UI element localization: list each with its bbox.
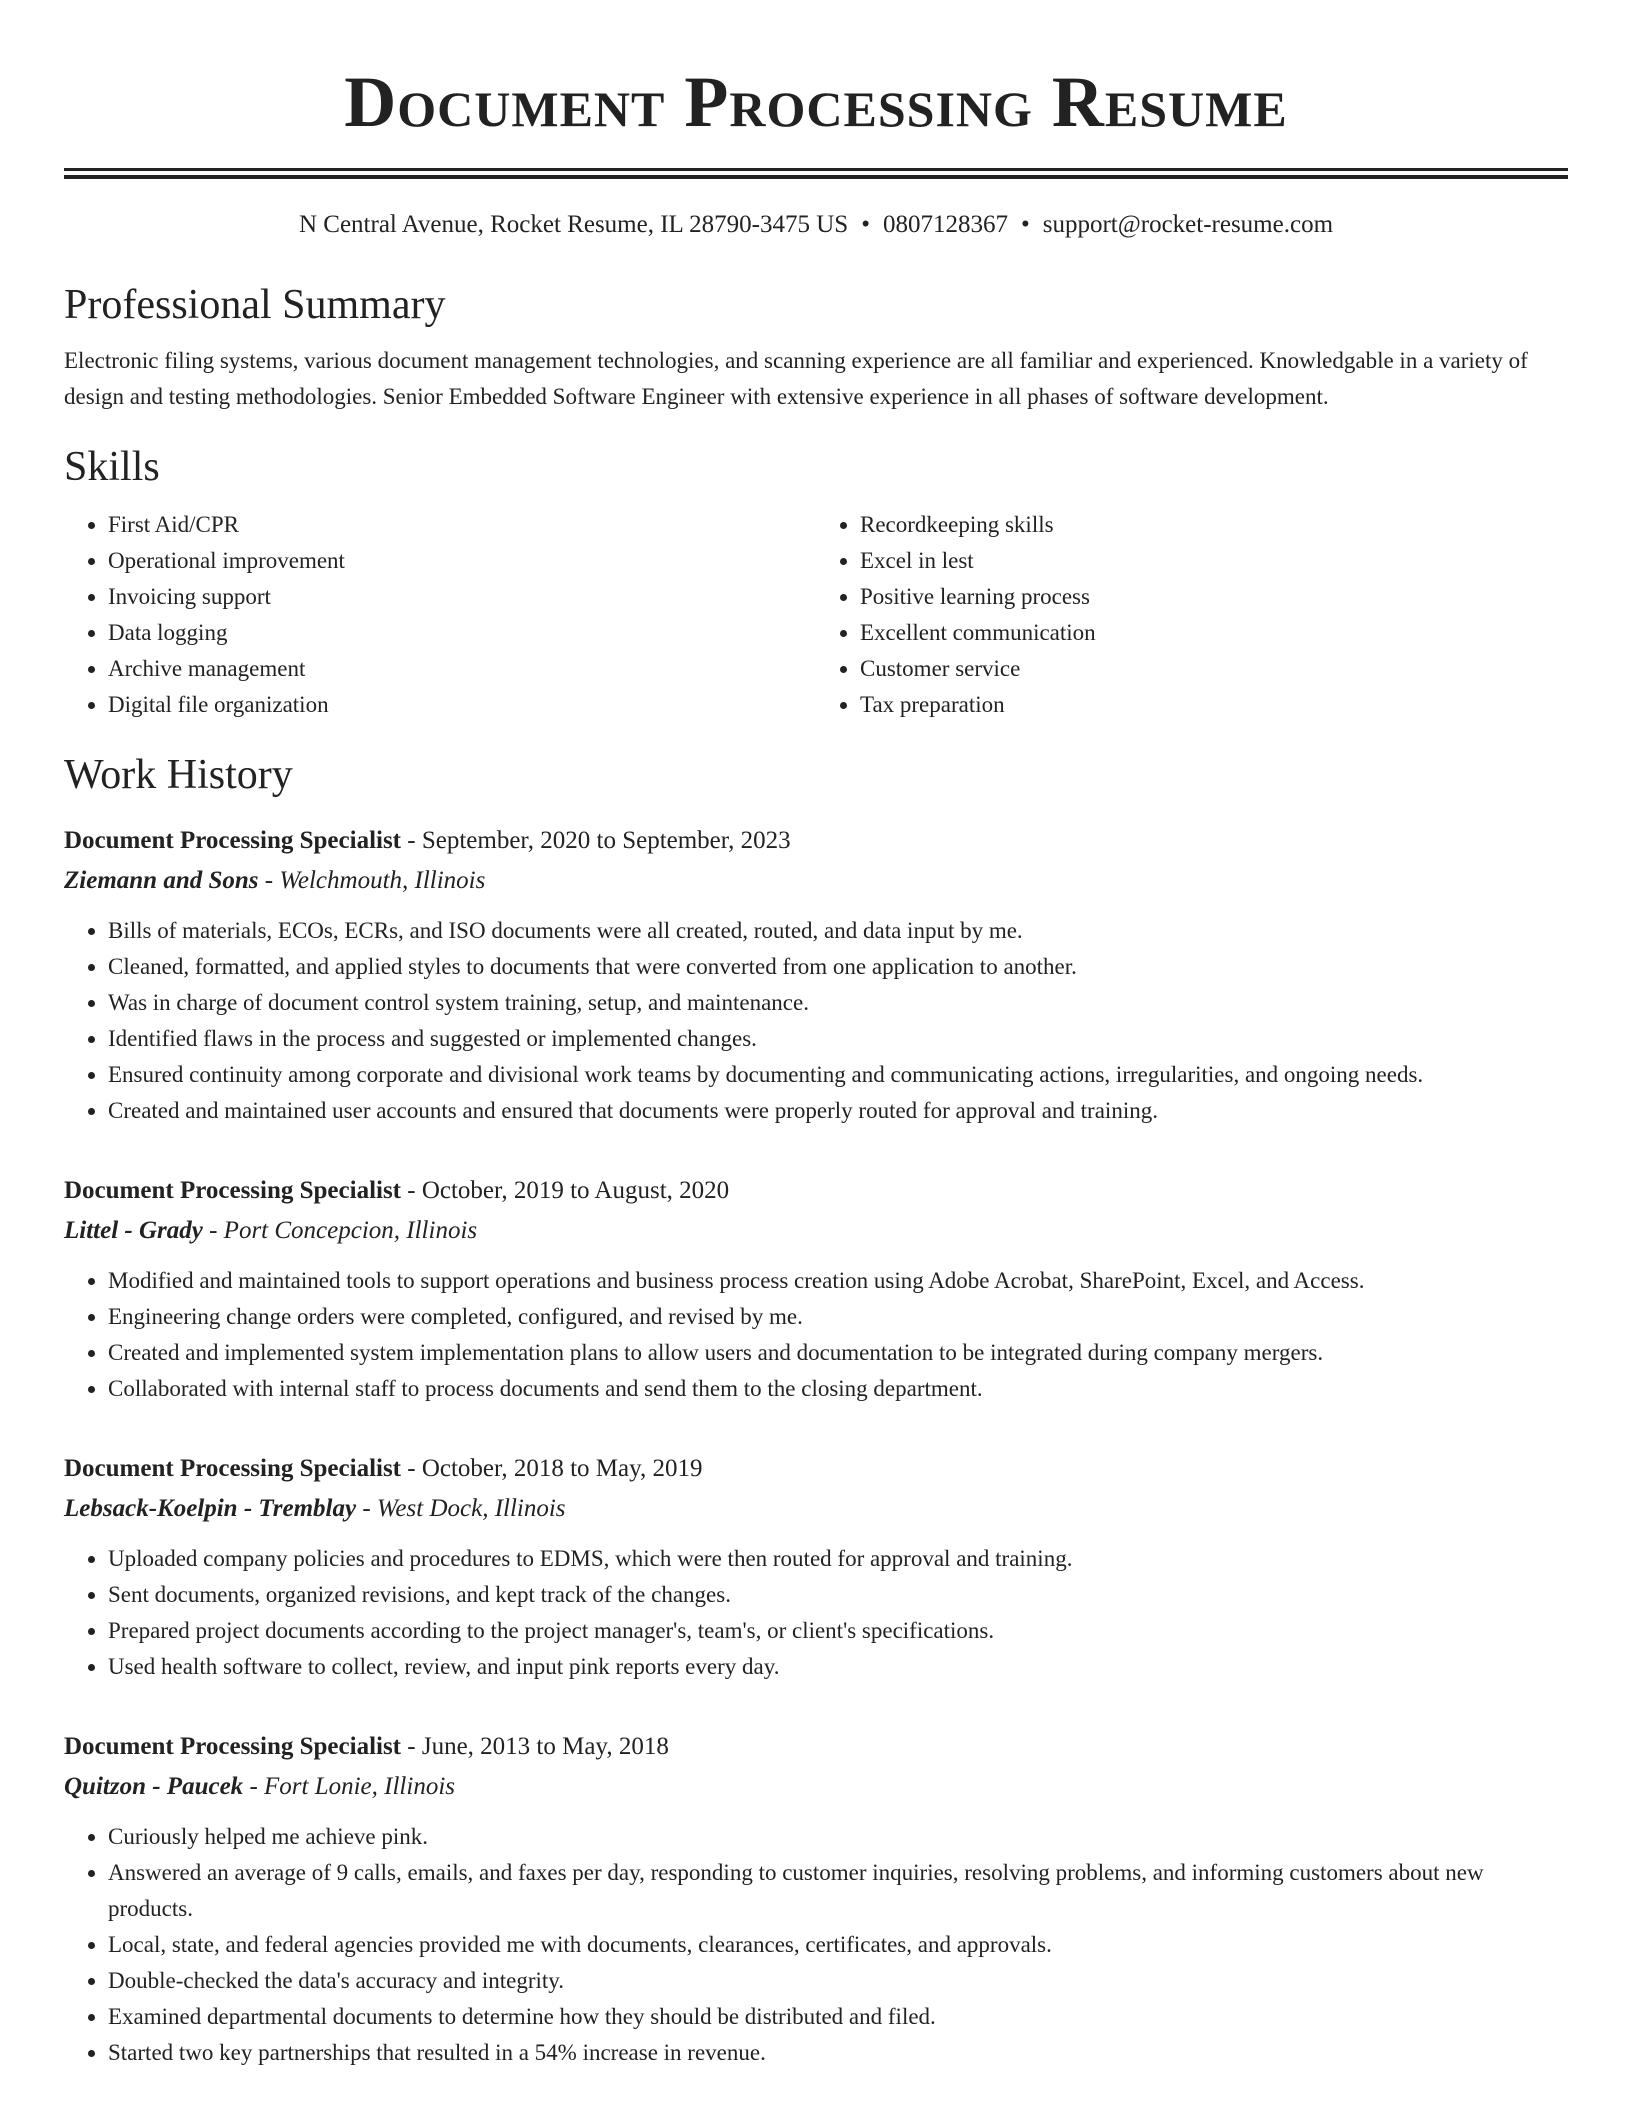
job-title-line bbox=[64, 1449, 1568, 1489]
job-bullet: • Collaborated with internal staff to process documents and send them to the closing department. bbox=[108, 1371, 1568, 1407]
job-entry bbox=[64, 821, 1568, 1129]
title-divider bbox=[64, 168, 1568, 179]
job-bullet: • Uploaded company policies and procedures to EDMS, which were then routed for approval and training. bbox=[108, 1541, 1568, 1577]
job-bullets bbox=[64, 1263, 1568, 1407]
job-bullet: • Double-checked the data's accuracy and integrity. bbox=[108, 1963, 1568, 1999]
work-history-section bbox=[64, 751, 1568, 2071]
skills-columns bbox=[64, 507, 1568, 723]
job-company-line bbox=[64, 1767, 1568, 1807]
job-title-line bbox=[64, 1171, 1568, 1211]
skills-list-right bbox=[816, 507, 1568, 723]
job-bullet: • Modified and maintained tools to support operations and business process creation using Adobe Acrobat, SharePoint, Excel, and Access. bbox=[108, 1263, 1568, 1299]
skill-item: • Digital file organization bbox=[108, 687, 816, 723]
contact-line bbox=[64, 209, 1568, 241]
skill-item: • Archive management bbox=[108, 651, 816, 687]
job-entry bbox=[64, 1449, 1568, 1685]
skill-item: • Tax preparation bbox=[860, 687, 1568, 723]
contact-phone: 0807128367 bbox=[882, 211, 1008, 238]
job-title: Document Processing Specialist bbox=[64, 1177, 402, 1204]
resume-title: Document Processing Resume bbox=[344, 62, 1288, 142]
skill-item: • Customer service bbox=[860, 651, 1568, 687]
skill-item: • Excellent communication bbox=[860, 615, 1568, 651]
job-company-line bbox=[64, 861, 1568, 901]
job-location: - Port Concepcion, Illinois bbox=[202, 1217, 478, 1244]
job-title: Document Processing Specialist bbox=[64, 827, 402, 854]
job-bullet: • Cleaned, formatted, and applied styles to documents that were converted from one application to another. bbox=[108, 949, 1568, 985]
section-heading-work-history: Work History bbox=[64, 752, 293, 798]
job-entry bbox=[64, 1727, 1568, 2071]
job-bullet: • Answered an average of 9 calls, emails, and faxes per day, responding to customer inquiries, resolving problems, and informing customers about new products. bbox=[108, 1855, 1568, 1927]
job-bullet: • Created and maintained user accounts and ensured that documents were properly routed for approval and training. bbox=[108, 1093, 1568, 1129]
section-heading-summary: Professional Summary bbox=[64, 282, 446, 328]
job-bullet: • Was in charge of document control system training, setup, and maintenance. bbox=[108, 985, 1568, 1021]
job-location: - Welchmouth, Illinois bbox=[258, 867, 486, 894]
contact-separator: • bbox=[861, 211, 870, 238]
contact-address: N Central Avenue, Rocket Resume, IL 28790-3475 US bbox=[298, 211, 849, 238]
job-bullet: • Started two key partnerships that resulted in a 54% increase in revenue. bbox=[108, 2035, 1568, 2071]
job-company: Quitzon - Paucek bbox=[64, 1773, 244, 1800]
job-bullets bbox=[64, 1819, 1568, 2071]
skills-section bbox=[64, 443, 1568, 723]
job-location: - West Dock, Illinois bbox=[356, 1495, 566, 1522]
job-dates: - September, 2020 to September, 2023 bbox=[401, 827, 791, 854]
job-bullet: • Curiously helped me achieve pink. bbox=[108, 1819, 1568, 1855]
job-title-line bbox=[64, 821, 1568, 861]
job-company: Littel - Grady bbox=[64, 1217, 203, 1244]
job-title: Document Processing Specialist bbox=[64, 1455, 402, 1482]
job-bullet: • Used health software to collect, review, and input pink reports every day. bbox=[108, 1649, 1568, 1685]
job-dates: - June, 2013 to May, 2018 bbox=[401, 1733, 669, 1760]
skill-item: • Positive learning process bbox=[860, 579, 1568, 615]
job-bullet: • Examined departmental documents to determine how they should be distributed and filed. bbox=[108, 1999, 1568, 2035]
skill-item: • Operational improvement bbox=[108, 543, 816, 579]
job-company: Ziemann and Sons bbox=[64, 867, 259, 894]
skill-item: • Excel in lest bbox=[860, 543, 1568, 579]
job-entry bbox=[64, 1171, 1568, 1407]
skill-item: • Data logging bbox=[108, 615, 816, 651]
section-heading-skills: Skills bbox=[64, 444, 160, 490]
professional-summary-section bbox=[64, 281, 1568, 415]
job-bullet: • Engineering change orders were completed, configured, and revised by me. bbox=[108, 1299, 1568, 1335]
job-bullets bbox=[64, 1541, 1568, 1685]
contact-separator: • bbox=[1020, 211, 1030, 238]
job-bullet: • Ensured continuity among corporate and divisional work teams by documenting and communicating actions, irregularities, and ongoing needs. bbox=[108, 1057, 1568, 1093]
job-bullets bbox=[64, 913, 1568, 1129]
skill-item: • Recordkeeping skills bbox=[860, 507, 1568, 543]
job-title-line bbox=[64, 1727, 1568, 1767]
skills-list-left bbox=[64, 507, 816, 723]
skill-item: • First Aid/CPR bbox=[108, 507, 816, 543]
job-company-line bbox=[64, 1489, 1568, 1529]
job-company-line bbox=[64, 1211, 1568, 1251]
job-title: Document Processing Specialist bbox=[64, 1733, 402, 1760]
job-bullet: • Identified flaws in the process and suggested or implemented changes. bbox=[108, 1021, 1568, 1057]
job-dates: - October, 2018 to May, 2019 bbox=[401, 1455, 703, 1482]
summary-text: Electronic filing systems, various document management technologies, and scanning experience are all familiar and experienced. Knowledgable in a variety of design and testing methodologies. Senior Embedded Software Engineer with extensive experience in all phases of software development. bbox=[64, 348, 1528, 409]
job-company: Lebsack-Koelpin - Tremblay bbox=[64, 1495, 357, 1522]
skill-item: • Invoicing support bbox=[108, 579, 816, 615]
job-bullet: • Local, state, and federal agencies provided me with documents, clearances, certificates, and approvals. bbox=[108, 1927, 1568, 1963]
job-bullet: • Created and implemented system implementation plans to allow users and documentation to be integrated during company mergers. bbox=[108, 1335, 1568, 1371]
job-dates: - October, 2019 to August, 2020 bbox=[401, 1177, 730, 1204]
job-bullet: • Bills of materials, ECOs, ECRs, and ISO documents were all created, routed, and data input by me. bbox=[108, 913, 1568, 949]
job-bullet: • Prepared project documents according to the project manager's, team's, or client's specifications. bbox=[108, 1613, 1568, 1649]
job-location: - Fort Lonie, Illinois bbox=[243, 1773, 455, 1800]
job-bullet: • Sent documents, organized revisions, and kept track of the changes. bbox=[108, 1577, 1568, 1613]
contact-email: support@rocket-resume.com bbox=[1042, 211, 1334, 238]
